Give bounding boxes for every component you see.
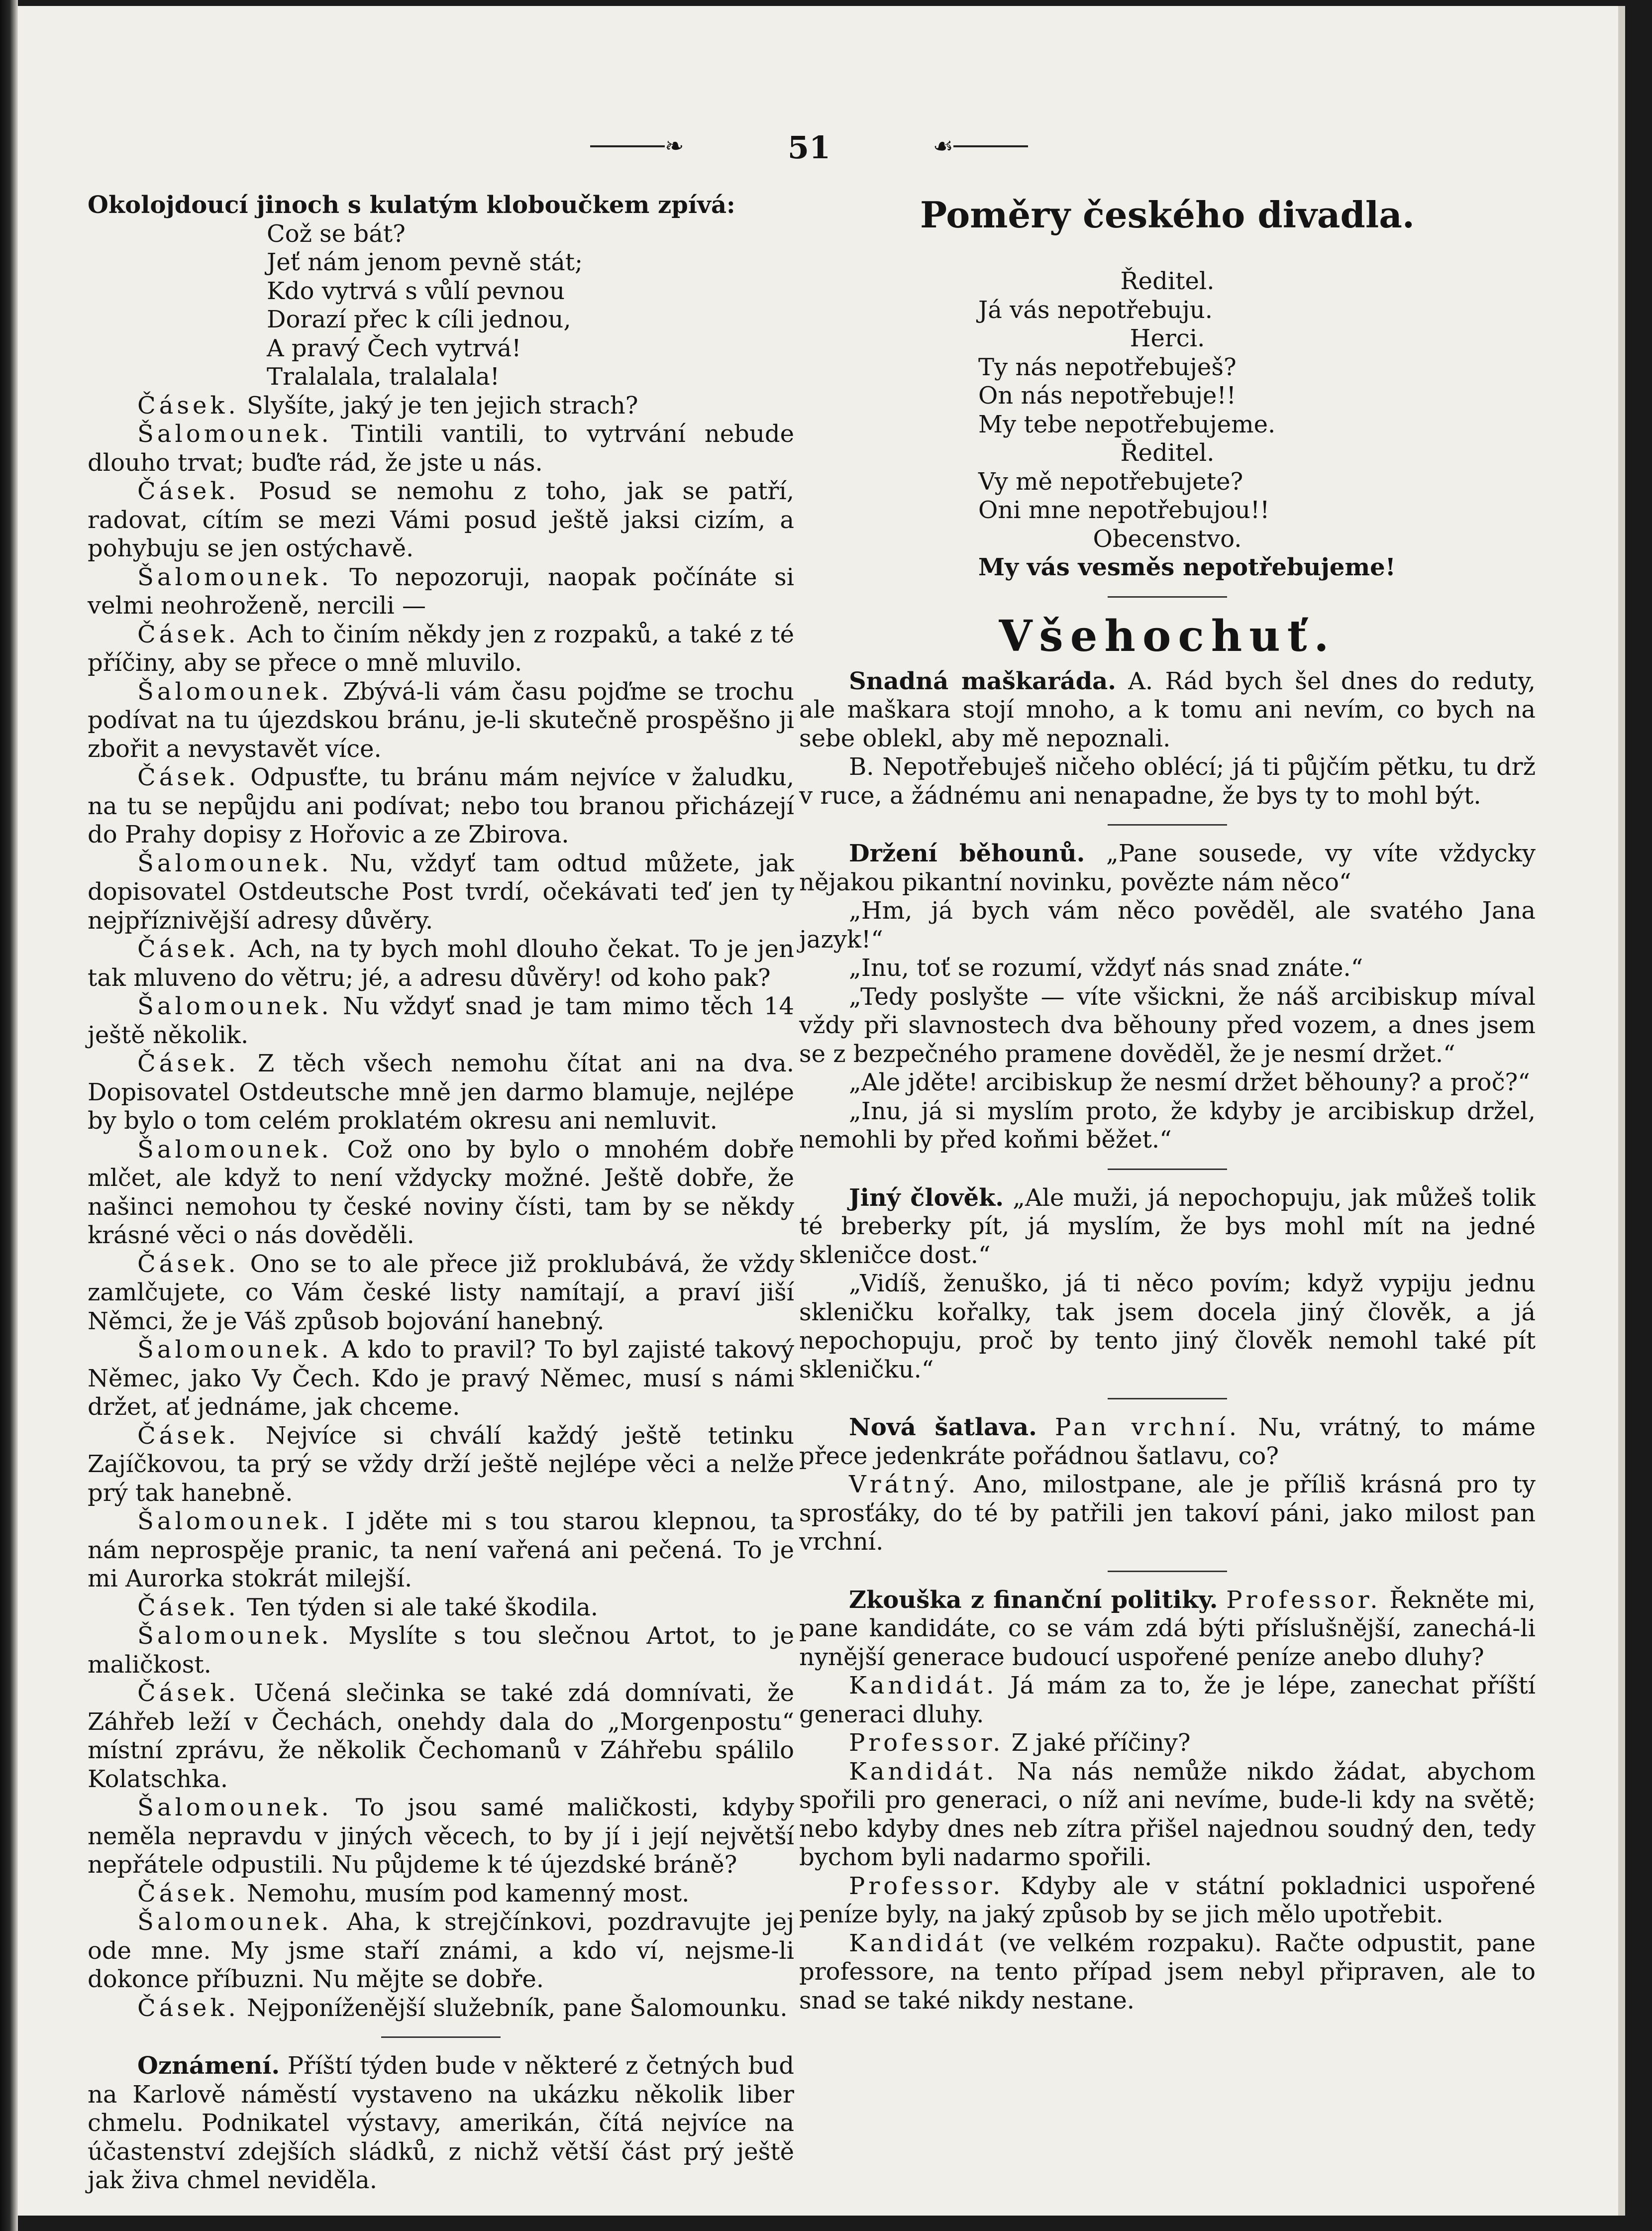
line-text: A kdo to pravil? To byl zajisté takový Němec, jako Vy Čech. Kdo je pravý Němec, musí s námi držet, ať jednáme, jak chceme. [88,1336,794,1421]
role-heading: Herci. [1130,324,1205,352]
para-text: „Ale muži, já nepochopuju, jak můžeš tolik té breberky pít, já myslím, že bys mohl mít na jedné skleničce dost.“ [799,1183,1536,1269]
line-text: Odpusťte, tu bránu mám nejvíce v žaludku, na tu se nepůjdu ani podívat; nebo tou branou přicházejí do Prahy dopisy z Hořovic a ze Zbirova. [88,763,794,849]
speaker: Šalomounek. [137,1135,332,1164]
theater-line: Vy mě nepotřebujete? [978,467,1243,496]
speaker: Čásek. [137,935,239,963]
item-drzeni-behounu [799,840,1536,1155]
item-para: „Ale jděte! arcibiskup že nesmí držet běhouny? a proč?“ [849,1068,1530,1096]
separator [1108,596,1227,598]
song-line: Tralalala, tralalala! [267,363,500,391]
para-text: Nu, vrátný, to máme přece jedenkráte pořádnou šatlavu, co? [799,1413,1536,1470]
separator [1108,1398,1227,1399]
para-text: Ano, milostpane, ale je příliš krásná pro ty sprosťáky, do té by patřili jen takoví páni, jako milost pan vrchní. [799,1471,1536,1556]
dialogue-line [88,1908,794,1994]
item-heading: Zkouška z finanční politiky. [849,1586,1218,1614]
song-line: Dorazí přec k cíli jednou, [267,306,571,333]
dialogue-line [88,1250,794,1336]
speaker: Čásek. [137,477,239,505]
song-line: Což se bát? [267,219,406,248]
speaker: Čásek. [137,391,239,420]
announcement-text: Příští týden bude v některé z četných bud na Karlově náměstí vystaveno na ukázku několik liber chmelu. Podnikatel výstavy, amerikán, čítá nejvíce na účastenství zdejších sládků, z nichž větší část prý ještě jak živa chmel neviděla. [88,2052,795,2194]
speaker: Professor. [849,1729,1004,1757]
item-jiny-clovek [799,1184,1536,1384]
dialogue-line [88,420,794,477]
dialogue-line [88,935,794,992]
speaker: Čásek. [137,1050,239,1077]
para-text: „Pane sousede, vy víte vždycky nějakou pikantní novinku, povězte nám něco“ [799,840,1536,896]
song-line: A pravý Čech vytrvá! [267,334,521,362]
speaker: Šalomounek. [137,1507,332,1535]
item-para: „Inu, toť se rozumí, vždyť nás snad znáte.“ [849,954,1363,982]
announcement [88,2052,794,2195]
speaker: Pan vrchní. [1054,1413,1240,1441]
para-text: Na nás nemůže nikdo žádat, abychom spořili pro generaci, o níž ani nevíme, bude-li kdy na světě; nebo kdyby dnes neb zítra přišel najednou soudný den, tedy bychom byli nadarmo spořili. [799,1757,1536,1871]
line-text: Myslíte s tou slečnou Artot, to je maličkost. [88,1622,794,1679]
speaker: Professor. [849,1872,1004,1900]
theater-line: My tebe nepotřebujeme. [978,410,1276,438]
dialogue-line [88,1050,794,1136]
separator [1108,824,1227,826]
dialogue-line [88,1336,794,1422]
item-para [799,1184,1536,1270]
item-para [799,840,1536,897]
item-snadna-maskarada [799,667,1536,811]
line-text: Ten týden si ale také škodila. [247,1593,599,1621]
newspaper-page [18,6,1625,2216]
speaker: Šalomounek. [137,1622,332,1650]
para-text: Řekněte mi, pane kandidáte, co se vám zdá býti příslušnější, zanechá-li nynější generace budoucí uspořené peníze anebo dluhy? [799,1586,1536,1671]
dialogue-line [88,992,794,1050]
item-heading: Nová šatlava. [849,1413,1037,1441]
line-text: Aha, k strejčínkovi, pozdravujte jej ode mne. My jsme staří známi, a kdo ví, nejsme-li dokonce příbuzni. Nu mějte se dobře. [88,1908,794,1993]
item-para: „Hm, já bych vám něco pověděl, ale svatého Jana jazyk!“ [799,897,1536,954]
theater-line: Ty nás nepotřebuješ? [978,353,1237,381]
item-heading: Jiný člověk. [849,1183,1004,1212]
speaker: Šalomounek. [137,677,332,706]
item-para [799,1872,1536,1929]
speaker: Čásek. [137,1879,239,1908]
ornament-right-icon: ☙ [932,132,953,159]
line-text: Učená slečinka se také zdá domnívati, že Záhřeb leží v Čechách, onehdy dala do „Morgenpostu“ místní zprávu, že několik Čechomanů v Záhřebu spálilo Kolatschka. [88,1679,794,1793]
line-text: Nejvíce si chválí každý ještě tetinku Zajíčkovou, ta prý se vždy drží ještě nejlépe věci a nelže prý tak hanebně. [88,1421,794,1507]
dialogue-line [88,477,794,563]
speaker: Čásek. [137,1679,239,1707]
speaker: B. [849,753,874,781]
para-text: Nepotřebuješ ničeho oblécí; já ti půjčím pětku, tu drž v ruce, a žádnému ani nenapadne, že bys ty to mohl být. [799,753,1536,810]
dialogue-line [88,1422,794,1508]
speaker: Kandidát. [849,1672,998,1700]
role-heading: Obecenstvo. [1093,525,1242,553]
speaker: Šalomounek. [137,1336,332,1364]
para-text: Já mám za to, že je lépe, zanechat příští generaci dluhy. [799,1672,1536,1728]
speaker: Čásek. [137,1421,239,1450]
item-para [799,1413,1536,1471]
separator [1108,1169,1227,1170]
speaker: Čásek. [137,620,239,648]
separator [1108,1571,1227,1572]
line-text: Ach to činím někdy jen z rozpaků, a také z té příčiny, aby se přece o mně mluvilo. [88,620,794,677]
speaker: Čásek. [137,1593,239,1621]
line-text: Slyšíte, jaký je ten jejich strach? [247,391,638,420]
dialogue-line [88,392,794,421]
separator [381,2036,501,2038]
item-para [799,1586,1536,1672]
speaker: Kandidát. [849,1757,998,1786]
speaker: A. [1128,667,1153,695]
speaker: Šalomounek. [137,1794,332,1821]
song-line: Jeť nám jenom pevně stát; [267,248,583,276]
para-text: Z jaké příčiny? [1011,1729,1191,1757]
item-para [799,1471,1536,1557]
theater-dialogue [799,267,1536,582]
dialogue-line [88,1594,794,1622]
item-nova-satlava [799,1413,1536,1557]
line-text: Nu, vždyť tam odtud můžete, jak dopisovatel Ostdeutsche Post tvrdí, očekávati teď jen ty nejpříznivější adresy důvěry. [88,849,794,935]
speaker: Šalomounek. [137,420,332,448]
section-title: Všehochuť. [999,611,1336,661]
item-para: „Inu, já si myslím proto, že kdyby je arcibiskup držel, nemohli by před koňmi běžet.“ [799,1097,1536,1154]
item-para: „Tedy poslyšte — víte všickni, že náš arcibiskup míval vždy při slavnostech dva běhouny před vozem, a dnes jsem se z bezpečného pramene dověděl, že je nesmí držet.“ [799,982,1536,1068]
item-para [799,1672,1536,1729]
line-text: Zbývá-li vám času pojďme se trochu podívat na tu újezdskou bránu, je-li skutečně prospěšno ji zbořit a nevystavět více. [88,677,794,763]
para-text: Kdyby ale v státní pokladnici uspořené peníze byly, na jaký způsob by se jich mělo upotřebit. [799,1872,1536,1928]
dialogue-line [88,1679,794,1794]
speaker: Čásek. [137,763,239,791]
dialogue-line [88,763,794,850]
line-text: Nejponíženější služebník, pane Šalomounku. [247,1994,788,2022]
para-text: Rád bych šel dnes do reduty, ale maškara stojí mnoho, a k tomu ani nevím, co bych na sebe oblekl, aby mě nepoznali. [799,667,1536,752]
speaker: Professor. [1226,1586,1381,1614]
speaker: Kandidát [849,1929,987,1957]
speaker: Šalomounek. [137,563,332,591]
ornament-left-icon: ❧ [665,132,684,159]
binding-edge [0,0,18,2231]
dialogue-line [88,1880,794,1909]
speaker: Šalomounek. [137,849,332,877]
song-verse [88,220,794,392]
role-heading: Ředitel. [1120,439,1215,467]
item-para [799,1758,1536,1872]
speaker: Šalomounek. [137,1908,332,1936]
announcement-label: Oznámení. [137,2052,280,2080]
speaker: Šalomounek. [137,992,332,1020]
item-para [799,1929,1536,2016]
line-text: Ach, na ty bych mohl dlouho čekat. To je jen tak mluveno do větru; jé, a adresu důvěry! od koho pak? [88,935,795,992]
theater-line: On nás nepotřebuje!! [978,382,1237,410]
line-text: Z těch všech nemohu čítat ani na dva. Dopisovatel Ostdeutsche mně jen darmo blamuje, nejlépe by bylo o tom celém proklatém okresu ani nemluvit. [88,1050,794,1135]
line-text: To jsou samé maličkosti, kdyby neměla nepravdu v jiných věcech, to by jí i její největší nepřátele odpustili. Nu půjdeme k té újezdské bráně? [88,1794,794,1879]
speaker: Čásek. [137,1250,239,1278]
theater-line: Já vás nepotřebuju. [978,296,1213,324]
speaker: Vrátný. [849,1471,959,1498]
dialogue-line [88,1994,794,2023]
para-text: (ve velkém rozpaku). Račte odpustit, pane professore, na tento případ jsem nebyl připraven, ale to snad se také nikdy nestane. [799,1929,1536,2015]
line-text: Nemohu, musím pod kamenný most. [247,1879,690,1908]
dialogue-line [88,1622,794,1679]
dialogue-line [88,621,794,678]
theater-line: My vás vesměs nepotřebujeme! [978,553,1396,581]
dialogue-line [88,850,794,936]
song-intro: Okolojdoucí jinoch s kulatým kloboučkem zpívá: [88,191,735,219]
item-zkouska [799,1586,1536,2016]
speaker: Čásek. [137,1994,239,2022]
article-title: Poměry českého divadla. [920,194,1415,236]
item-heading: Držení běhounů. [849,840,1085,867]
item-heading: Snadná maškaráda. [849,667,1116,695]
line-text: Tintili vantili, to vytrvání nebude dlouho trvat; buďte rád, že jste u nás. [88,420,794,477]
item-para: „Vidíš, ženuško, já ti něco povím; když vypiju jednu skleničku kořalky, tak jsem docela jiný člověk, a já nepochopuju, proč by tento jiný člověk nemohl také pít skleničku.“ [799,1270,1536,1383]
line-text: Ono se to ale přece již proklubává, že vždy zamlčujete, co Vám české listy namítají, a praví jiší Němci, že je Váš způsob bojování hanebný. [88,1250,794,1335]
page-number: 51 [787,129,831,166]
theater-line: Oni mne nepotřebujou!! [978,496,1270,524]
item-para [799,1729,1536,1758]
dialogue-line [88,678,794,764]
header-rule-right [953,145,1028,147]
right-column [799,191,1536,2015]
dialogue [88,392,794,2023]
item-para [799,667,1536,753]
line-text: Což ono by bylo o mnohém dobře mlčet, ale když to není vždycky možné. Ještě dobře, že našinci nemohou ty české noviny čísti, tam by se někdy krásné věci o nás dověděli. [88,1135,794,1249]
dialogue-line [88,1507,794,1594]
song-line: Kdo vytrvá s vůlí pevnou [267,277,565,305]
item-para [799,753,1536,810]
line-text: I jděte mi s tou starou klepnou, ta nám neprospěje pranic, ta není vařená ani pečená. To je mi Aurorka stokrát milejší. [88,1507,794,1593]
dialogue-line [88,1136,794,1250]
dialogue-line [88,1794,794,1880]
role-heading: Ředitel. [1120,267,1215,295]
line-text: Posud se nemohu z toho, jak se patří, radovat, cítím se mezi Vámi posud ještě jaksi cizím, a pohybuju se jen ostýchavě. [88,477,794,562]
left-column [88,191,794,2195]
line-text: Nu vždyť snad je tam mimo těch 14 ještě několik. [88,992,794,1049]
page-header [590,125,1028,165]
dialogue-line [88,563,794,621]
line-text: To nepozoruji, naopak počínáte si velmi neohroženě, nercili — [88,563,794,620]
